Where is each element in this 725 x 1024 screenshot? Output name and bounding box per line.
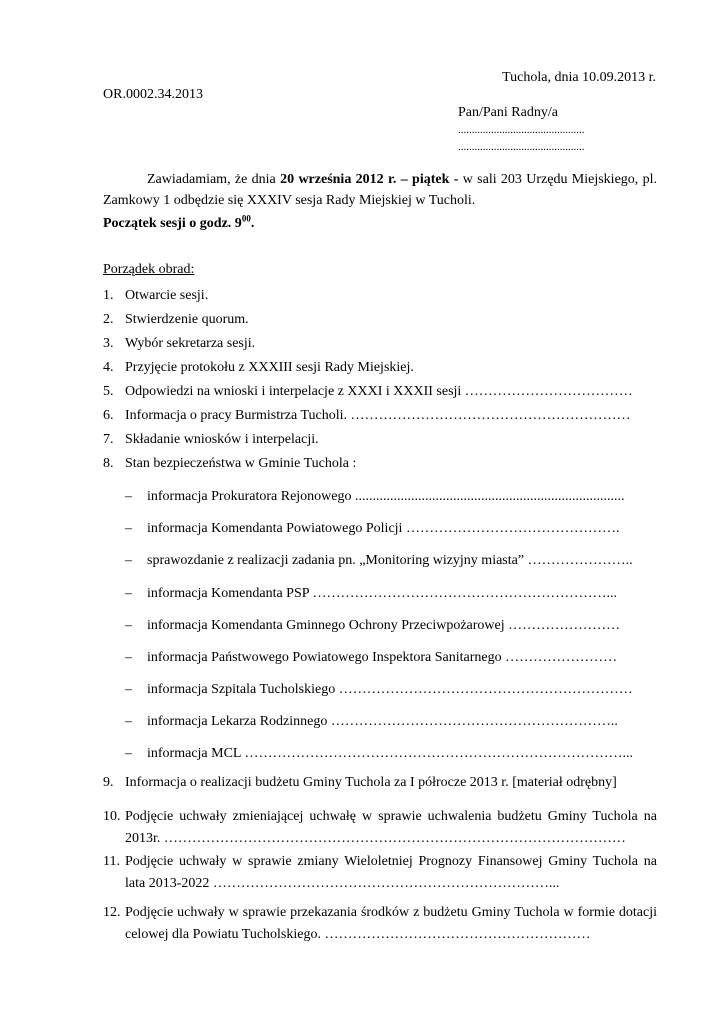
addressee-line-1: .............................................. bbox=[458, 124, 585, 136]
item-text: Podjęcie uchwały zmieniającej uchwałę w sprawie uchwalenia budżetu Gminy Tuchola na 2013r. ……………………………………………………………………………………… bbox=[125, 809, 657, 846]
dash-bullet: – bbox=[125, 682, 132, 697]
item-number: 9. bbox=[103, 775, 114, 790]
item-text: Podjęcie uchwały w sprawie przekazania środków z budżetu Gminy Tuchola w formie dotacji celowej dla Powiatu Tucholskiego. ………………………………………………… bbox=[125, 905, 657, 942]
sub-item-text: informacja MCL ………………………………………………………………………... bbox=[147, 746, 633, 761]
sub-item-text: informacja Komendanta Powiatowego Policji ………………………………………. bbox=[147, 521, 620, 536]
sub-item-text: informacja Komendanta PSP ………………………………………………………... bbox=[147, 586, 618, 601]
sub-item-text: informacja Lekarza Rodzinnego …………………………………………………….. bbox=[147, 714, 618, 729]
addressee: Pan/Pani Radny/a bbox=[458, 105, 558, 120]
start-end: . bbox=[250, 216, 255, 231]
intro-part-2: w sali 203 Urzędu Miejskiego, pl. Zamkowy 1 odbędzie się XXXIV sesja Rady Miejskiej w Tucholi. bbox=[103, 172, 658, 208]
item-text: Stwierdzenie quorum. bbox=[125, 312, 249, 327]
item-text: Informacja o realizacji budżetu Gminy Tuchola za I półrocze 2013 r. [materiał odrębny] bbox=[125, 775, 617, 790]
item-text: Odpowiedzi na wnioski i interpelacje z XXXI i XXXII sesji ……………………………… bbox=[125, 384, 633, 399]
item-number: 2. bbox=[103, 312, 114, 327]
dash-bullet: – bbox=[125, 521, 132, 536]
item-text: Przyjęcie protokołu z XXXIII sesji Rady Miejskiej. bbox=[125, 360, 414, 375]
dash-bullet: – bbox=[125, 489, 132, 504]
sub-item-text: informacja Państwowego Powiatowego Inspektora Sanitarnego …………………… bbox=[147, 650, 618, 665]
item-number: 6. bbox=[103, 408, 114, 423]
reference-number: OR.0002.34.2013 bbox=[103, 87, 203, 102]
item-number: 5. bbox=[103, 384, 114, 399]
dash-bullet: – bbox=[125, 553, 132, 568]
agenda-item bbox=[103, 806, 657, 850]
item-number: 4. bbox=[103, 360, 114, 375]
item-number: 7. bbox=[103, 432, 114, 447]
dash-bullet: – bbox=[125, 746, 132, 761]
item-number: 12. bbox=[103, 905, 121, 920]
item-number: 1. bbox=[103, 288, 114, 303]
item-text: Podjęcie uchwały w sprawie zmiany Wieloletniej Prognozy Finansowej Gminy Tuchola na lata 2013-2022 ………………………………………………………………... bbox=[125, 854, 657, 891]
item-text: Wybór sekretarza sesji. bbox=[125, 336, 256, 351]
addressee-line-2: .............................................. bbox=[458, 141, 585, 153]
agenda-item bbox=[103, 851, 657, 895]
session-date: 20 września 2012 r. – piątek - bbox=[280, 172, 459, 187]
start-label: Początek sesji o godz. 9 bbox=[103, 216, 242, 231]
start-minutes: 00 bbox=[241, 213, 251, 224]
agenda-heading: Porządek obrad: bbox=[103, 262, 195, 277]
item-text: Otwarcie sesji. bbox=[125, 288, 209, 303]
item-number: 10. bbox=[103, 809, 121, 824]
dash-bullet: – bbox=[125, 586, 132, 601]
item-text: Stan bezpieczeństwa w Gminie Tuchola : bbox=[125, 456, 357, 471]
dash-bullet: – bbox=[125, 714, 132, 729]
item-number: 3. bbox=[103, 336, 114, 351]
item-number: 8. bbox=[103, 456, 114, 471]
sub-item-text: informacja Prokuratora Rejonowego ............................................................................. bbox=[147, 489, 625, 504]
session-start-time bbox=[103, 215, 254, 232]
intro-part-1: Zawiadamiam, że dnia bbox=[147, 172, 281, 187]
agenda-item bbox=[103, 902, 657, 946]
item-number: 11. bbox=[103, 854, 120, 869]
sub-item-text: informacja Komendanta Gminnego Ochrony Przeciwpożarowej …………………… bbox=[147, 618, 621, 633]
sub-item-text: informacja Szpitala Tucholskiego ……………………………………………………… bbox=[147, 682, 633, 697]
sub-item-text: sprawozdanie z realizacji zadania pn. „Monitoring wizyjny miasta” ………………….. bbox=[147, 553, 633, 568]
dash-bullet: – bbox=[125, 650, 132, 665]
dash-bullet: – bbox=[125, 618, 132, 633]
item-text: Informacja o pracy Burmistrza Tucholi. …………………………………………………… bbox=[125, 408, 631, 423]
intro-paragraph bbox=[103, 169, 657, 211]
place-date: Tuchola, dnia 10.09.2013 r. bbox=[502, 70, 656, 85]
item-text: Składanie wniosków i interpelacji. bbox=[125, 432, 319, 447]
